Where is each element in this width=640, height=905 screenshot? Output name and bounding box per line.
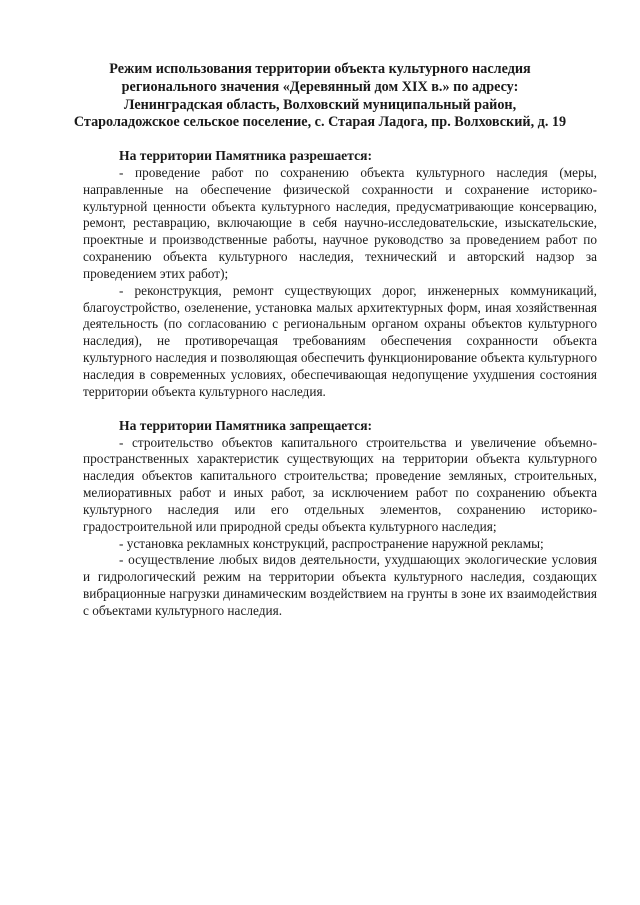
section-heading-permitted: На территории Памятника разрешается: (119, 148, 372, 163)
section-heading-prohibited: На территории Памятника запрещается: (119, 417, 373, 433)
paragraph: - установка рекламных конструкций, распространение наружной рекламы; (119, 535, 544, 551)
title-line: Режим использования территории объекта культурного наследия (109, 61, 531, 77)
section-permitted (83, 148, 597, 401)
paragraph: - осуществление любых видов деятельности, ухудшающих экологические условия и гидрологический режим на территории объекта культурного наследия, создающих вибрационные нагрузки динамическим воздействием на грунты в зоне их взаимодействия с объектами культурного наследия. (83, 552, 597, 618)
title-line: Ленинградская область, Волховский муниципальный район, (123, 96, 517, 113)
paragraph: - строительство объектов капитального строительства и увеличение объемно-пространственных характеристик существующих на территории объекта культурного наследия объектов капитального строительства; проведение земляных, строительных, мелиоративных работ и иных работ, за исключением работ по сохранению объекта культурного наследия или его отдельных элементов, сохранению историко-градостроительной или природной среды объекта культурного наследия; (83, 434, 597, 534)
document-body (83, 148, 597, 620)
title-line: Староладожское сельское поселение, с. Старая Ладога, пр. Волховский, д. 19 (73, 114, 567, 131)
section-prohibited (83, 418, 597, 620)
paragraph: - реконструкция, ремонт существующих дорог, инженерных коммуникаций, благоустройство, озеленение, установка малых архитектурных форм, иная хозяйственная деятельность (по согласованию с региональным органом охраны объектов культурного наследия), не противоречащая требованиям обеспечения сохранности объекта культурного наследия и позволяющая обеспечить функционирование объекта культурного наследия в современных условиях, обеспечивающая недопущение ухудшения состояния территории объекта культурного наследия. (83, 282, 597, 399)
paragraph: - проведение работ по сохранению объекта культурного наследия (меры, направленные на обеспечение физической сохранности и сохранение историко-культурной ценности объекта культурного наследия, предусматривающие консервацию, ремонт, реставрацию, включающие в себя научно-исследовательские, изыскательские, проектные и производственные работы, научное руководство за проведением работ по сохранению объекта культурного наследия, технический и авторский надзор за проведением этих работ); (83, 164, 597, 281)
title-line: регионального значения «Деревянный дом XIX в.» по адресу: (121, 78, 519, 95)
document-title (60, 61, 580, 132)
